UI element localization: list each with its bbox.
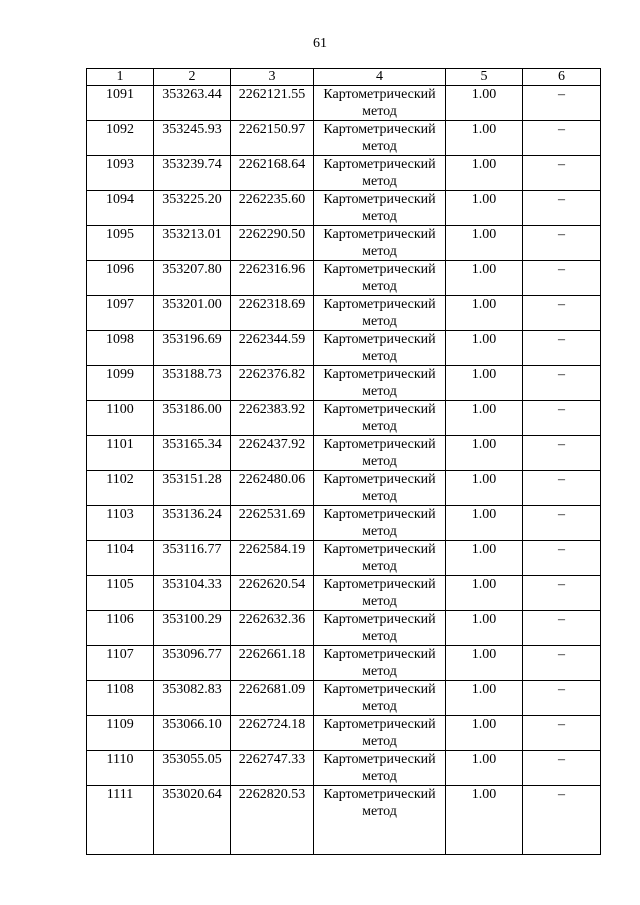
x-coordinate-cell: 353151.28 — [154, 471, 231, 506]
point-number-cell: 1093 — [87, 156, 154, 191]
accuracy-cell: 1.00 — [446, 436, 523, 471]
accuracy-cell: 1.00 — [446, 611, 523, 646]
point-number-cell: 1099 — [87, 366, 154, 401]
accuracy-cell: 1.00 — [446, 716, 523, 751]
method-cell: Картометрический метод — [314, 716, 446, 751]
accuracy-cell: 1.00 — [446, 156, 523, 191]
method-cell: Картометрический метод — [314, 296, 446, 331]
method-cell: Картометрический метод — [314, 156, 446, 191]
note-cell: – — [523, 86, 601, 121]
point-number-cell: 1103 — [87, 506, 154, 541]
accuracy-cell: 1.00 — [446, 261, 523, 296]
accuracy-cell: 1.00 — [446, 576, 523, 611]
y-coordinate-cell: 2262437.92 — [231, 436, 314, 471]
table-row — [87, 541, 601, 576]
note-cell: – — [523, 436, 601, 471]
point-number-cell: 1106 — [87, 611, 154, 646]
table-row — [87, 366, 601, 401]
x-coordinate-cell: 353100.29 — [154, 611, 231, 646]
note-cell: – — [523, 121, 601, 156]
point-number-cell: 1104 — [87, 541, 154, 576]
table-row — [87, 471, 601, 506]
column-header: 5 — [446, 69, 523, 86]
y-coordinate-cell: 2262584.19 — [231, 541, 314, 576]
point-number-cell: 1091 — [87, 86, 154, 121]
x-coordinate-cell: 353116.77 — [154, 541, 231, 576]
column-header: 4 — [314, 69, 446, 86]
header-row — [87, 69, 601, 86]
point-number-cell: 1096 — [87, 261, 154, 296]
y-coordinate-cell: 2262121.55 — [231, 86, 314, 121]
table-row — [87, 331, 601, 366]
method-cell: Картометрический метод — [314, 611, 446, 646]
x-coordinate-cell: 353245.93 — [154, 121, 231, 156]
method-cell: Картометрический метод — [314, 541, 446, 576]
y-coordinate-cell: 2262681.09 — [231, 681, 314, 716]
point-number-cell: 1098 — [87, 331, 154, 366]
x-coordinate-cell: 353263.44 — [154, 86, 231, 121]
table-row — [87, 121, 601, 156]
y-coordinate-cell: 2262661.18 — [231, 646, 314, 681]
x-coordinate-cell: 353104.33 — [154, 576, 231, 611]
point-number-cell: 1094 — [87, 191, 154, 226]
table-row — [87, 506, 601, 541]
y-coordinate-cell: 2262168.64 — [231, 156, 314, 191]
y-coordinate-cell: 2262344.59 — [231, 331, 314, 366]
accuracy-cell: 1.00 — [446, 296, 523, 331]
x-coordinate-cell: 353136.24 — [154, 506, 231, 541]
accuracy-cell: 1.00 — [446, 366, 523, 401]
table-row — [87, 751, 601, 786]
y-coordinate-cell: 2262620.54 — [231, 576, 314, 611]
table-row — [87, 86, 601, 121]
note-cell: – — [523, 541, 601, 576]
x-coordinate-cell: 353096.77 — [154, 646, 231, 681]
accuracy-cell: 1.00 — [446, 541, 523, 576]
method-cell: Картометрический метод — [314, 786, 446, 855]
table-row — [87, 401, 601, 436]
note-cell: – — [523, 261, 601, 296]
method-cell: Картометрический метод — [314, 751, 446, 786]
point-number-cell: 1109 — [87, 716, 154, 751]
method-cell: Картометрический метод — [314, 471, 446, 506]
coordinates-table — [86, 68, 601, 855]
point-number-cell: 1092 — [87, 121, 154, 156]
y-coordinate-cell: 2262316.96 — [231, 261, 314, 296]
point-number-cell: 1100 — [87, 401, 154, 436]
table-row — [87, 156, 601, 191]
y-coordinate-cell: 2262747.33 — [231, 751, 314, 786]
point-number-cell: 1108 — [87, 681, 154, 716]
x-coordinate-cell: 353082.83 — [154, 681, 231, 716]
y-coordinate-cell: 2262376.82 — [231, 366, 314, 401]
table-body — [87, 86, 601, 855]
y-coordinate-cell: 2262531.69 — [231, 506, 314, 541]
note-cell: – — [523, 156, 601, 191]
point-number-cell: 1101 — [87, 436, 154, 471]
table-row — [87, 681, 601, 716]
x-coordinate-cell: 353207.80 — [154, 261, 231, 296]
y-coordinate-cell: 2262235.60 — [231, 191, 314, 226]
note-cell: – — [523, 226, 601, 261]
accuracy-cell: 1.00 — [446, 506, 523, 541]
accuracy-cell: 1.00 — [446, 786, 523, 855]
note-cell: – — [523, 471, 601, 506]
accuracy-cell: 1.00 — [446, 331, 523, 366]
note-cell: – — [523, 611, 601, 646]
table-row — [87, 191, 601, 226]
x-coordinate-cell: 353186.00 — [154, 401, 231, 436]
method-cell: Картометрический метод — [314, 401, 446, 436]
note-cell: – — [523, 401, 601, 436]
y-coordinate-cell: 2262820.53 — [231, 786, 314, 855]
note-cell: – — [523, 576, 601, 611]
note-cell: – — [523, 646, 601, 681]
page-number: 61 — [313, 36, 327, 51]
x-coordinate-cell: 353201.00 — [154, 296, 231, 331]
point-number-cell: 1102 — [87, 471, 154, 506]
point-number-cell: 1105 — [87, 576, 154, 611]
method-cell: Картометрический метод — [314, 261, 446, 296]
note-cell: – — [523, 191, 601, 226]
point-number-cell: 1110 — [87, 751, 154, 786]
table-row — [87, 296, 601, 331]
table-row — [87, 436, 601, 471]
point-number-cell: 1095 — [87, 226, 154, 261]
method-cell: Картометрический метод — [314, 681, 446, 716]
table-row — [87, 786, 601, 855]
table-row — [87, 646, 601, 681]
y-coordinate-cell: 2262383.92 — [231, 401, 314, 436]
y-coordinate-cell: 2262632.36 — [231, 611, 314, 646]
note-cell: – — [523, 716, 601, 751]
note-cell: – — [523, 786, 601, 855]
method-cell: Картометрический метод — [314, 121, 446, 156]
accuracy-cell: 1.00 — [446, 226, 523, 261]
method-cell: Картометрический метод — [314, 576, 446, 611]
table-row — [87, 261, 601, 296]
column-header: 6 — [523, 69, 601, 86]
accuracy-cell: 1.00 — [446, 121, 523, 156]
x-coordinate-cell: 353055.05 — [154, 751, 231, 786]
y-coordinate-cell: 2262290.50 — [231, 226, 314, 261]
column-header: 1 — [87, 69, 154, 86]
column-header: 2 — [154, 69, 231, 86]
table-row — [87, 716, 601, 751]
x-coordinate-cell: 353165.34 — [154, 436, 231, 471]
x-coordinate-cell: 353239.74 — [154, 156, 231, 191]
accuracy-cell: 1.00 — [446, 401, 523, 436]
y-coordinate-cell: 2262318.69 — [231, 296, 314, 331]
method-cell: Картометрический метод — [314, 191, 446, 226]
point-number-cell: 1111 — [87, 786, 154, 855]
accuracy-cell: 1.00 — [446, 646, 523, 681]
note-cell: – — [523, 751, 601, 786]
accuracy-cell: 1.00 — [446, 471, 523, 506]
method-cell: Картометрический метод — [314, 646, 446, 681]
note-cell: – — [523, 331, 601, 366]
column-header: 3 — [231, 69, 314, 86]
note-cell: – — [523, 366, 601, 401]
accuracy-cell: 1.00 — [446, 191, 523, 226]
method-cell: Картометрический метод — [314, 506, 446, 541]
x-coordinate-cell: 353188.73 — [154, 366, 231, 401]
x-coordinate-cell: 353213.01 — [154, 226, 231, 261]
accuracy-cell: 1.00 — [446, 751, 523, 786]
method-cell: Картометрический метод — [314, 331, 446, 366]
accuracy-cell: 1.00 — [446, 86, 523, 121]
method-cell: Картометрический метод — [314, 86, 446, 121]
method-cell: Картометрический метод — [314, 436, 446, 471]
x-coordinate-cell: 353020.64 — [154, 786, 231, 855]
accuracy-cell: 1.00 — [446, 681, 523, 716]
point-number-cell: 1107 — [87, 646, 154, 681]
y-coordinate-cell: 2262724.18 — [231, 716, 314, 751]
table-row — [87, 576, 601, 611]
x-coordinate-cell: 353225.20 — [154, 191, 231, 226]
x-coordinate-cell: 353196.69 — [154, 331, 231, 366]
table-row — [87, 226, 601, 261]
y-coordinate-cell: 2262480.06 — [231, 471, 314, 506]
point-number-cell: 1097 — [87, 296, 154, 331]
method-cell: Картометрический метод — [314, 366, 446, 401]
table-row — [87, 611, 601, 646]
note-cell: – — [523, 296, 601, 331]
y-coordinate-cell: 2262150.97 — [231, 121, 314, 156]
note-cell: – — [523, 506, 601, 541]
note-cell: – — [523, 681, 601, 716]
table-header — [87, 69, 601, 86]
method-cell: Картометрический метод — [314, 226, 446, 261]
x-coordinate-cell: 353066.10 — [154, 716, 231, 751]
